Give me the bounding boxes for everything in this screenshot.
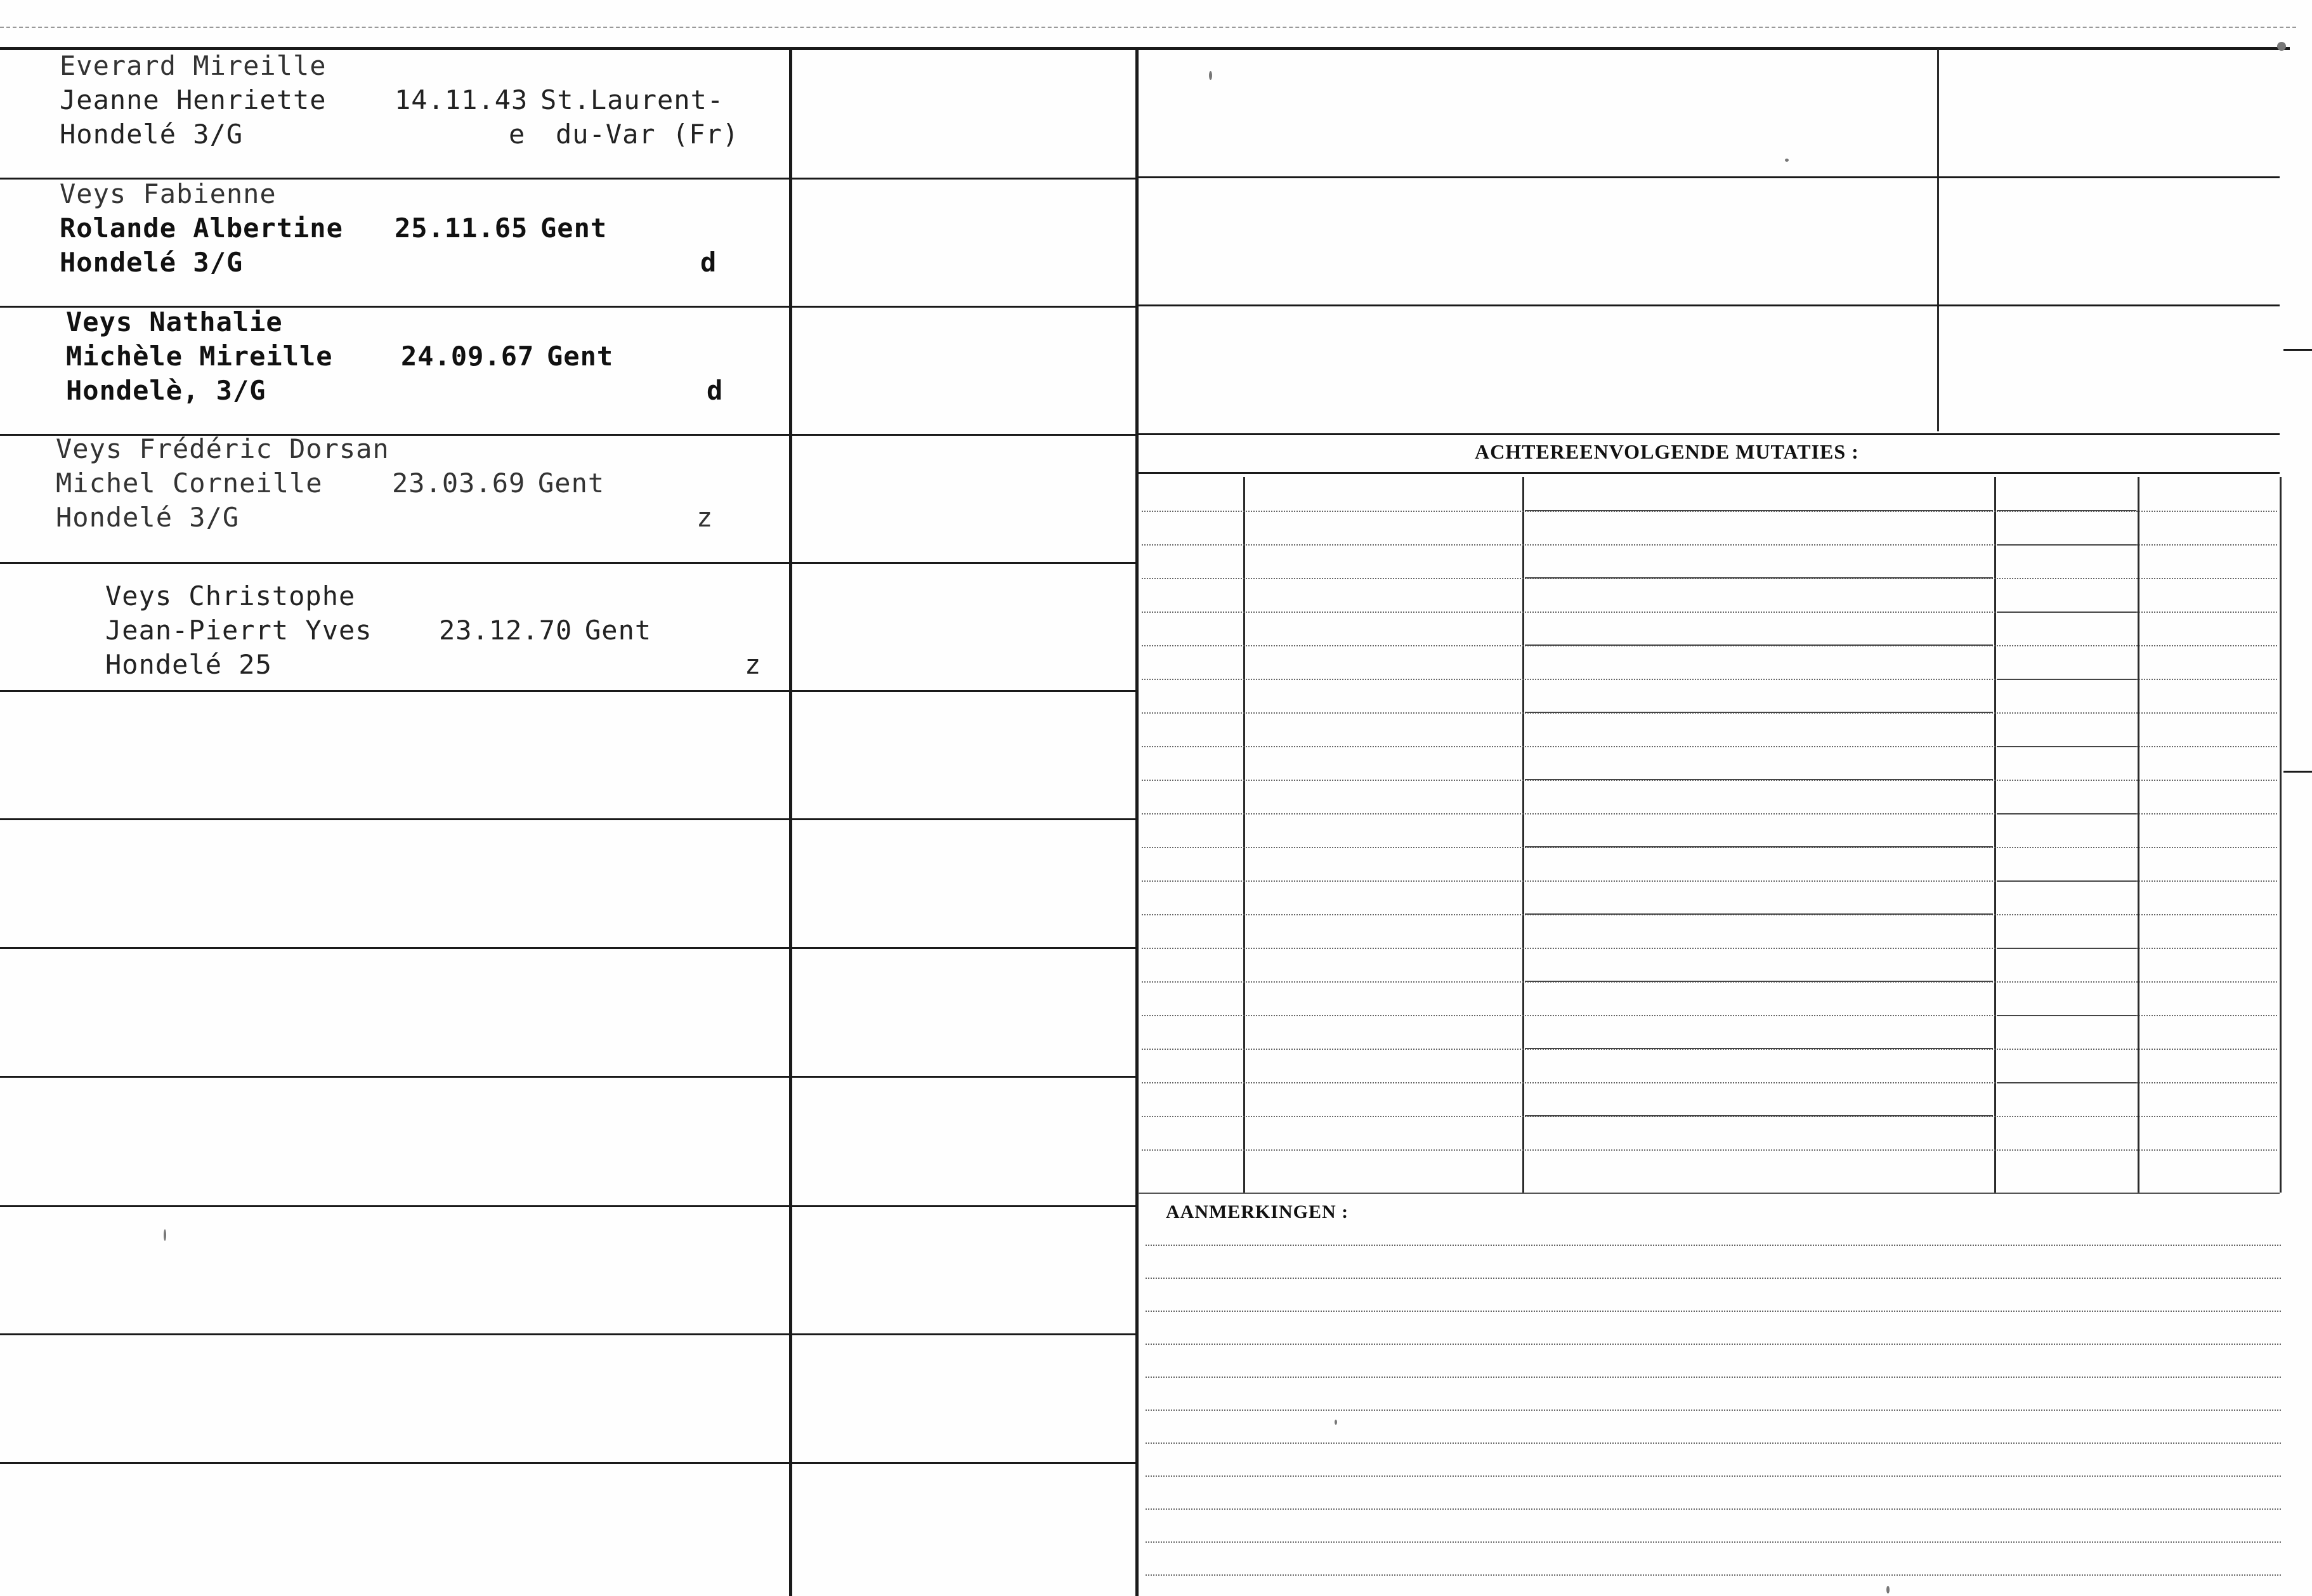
mutations-bottom-line [1138,1193,2280,1194]
row-line [0,947,1135,949]
person-birth-place: St.Laurent- [540,84,724,115]
person-given-names: Michel Corneille [56,468,323,499]
mutation-row-solid [1525,779,1993,780]
mutation-row-solid [1525,712,1993,713]
person-name: Everard Mireille [60,50,327,81]
person-given-names: Rolande Albertine [60,213,343,244]
mutation-row-solid [1997,679,2136,680]
person-name: Veys Christophe [105,580,356,612]
mutation-row-solid [1997,1015,2136,1016]
person-birth-date: 25.11.65 [395,213,528,244]
mutation-row-solid [1997,880,2136,882]
mutations-col-divider [2138,477,2139,1193]
mutations-col-divider [1243,477,1245,1193]
person-given-names: Michèle Mireille [66,341,333,372]
remarks-line [1146,1442,2281,1444]
remarks-line [1146,1541,2281,1543]
remarks-line [1146,1311,2281,1312]
remarks-header: AANMERKINGEN : [1166,1201,1349,1222]
person-address: Hondelé 3/G [60,119,244,150]
column-divider-left [789,49,792,1596]
mutation-row-solid [1997,746,2136,747]
mutation-row-solid [1997,813,2136,814]
scan-speck [1785,159,1789,162]
person-address: Hondelé 3/G [56,502,240,533]
person-given-names: Jeanne Henriette [60,84,327,115]
scan-speck [1209,71,1212,80]
person-birth-place: Gent [547,341,614,372]
person-address: Hondelé 25 [105,649,272,680]
mutation-row-solid [1525,577,1993,579]
row-line [0,1076,1135,1078]
mutation-row-solid [1997,1082,2136,1083]
person-birth-place-cont: du-Var (Fr) [556,119,740,150]
person-birth-place: Gent [540,213,608,244]
top-border [0,47,2290,50]
margin-tick [2283,771,2312,773]
upper-right-row-line [1138,176,2280,178]
remarks-line [1146,1475,2281,1477]
row-line [0,818,1135,820]
person-address: Hondelé 3/G [60,247,244,278]
row-line [0,1205,1135,1207]
mutations-header: ACHTEREENVOLGENDE MUTATIES : [1475,440,1859,463]
person-status: d [700,247,717,278]
mutation-row-solid [1525,1115,1993,1116]
person-birth-place: Gent [538,468,605,499]
column-divider-center [1135,49,1139,1596]
person-name: Veys Nathalie [66,306,283,337]
mutation-row-solid [1997,948,2136,949]
mutations-col-divider [1994,477,1996,1193]
person-name: Veys Frédéric Dorsan [56,433,389,464]
person-status: e [509,119,526,150]
mutation-row-solid [1525,846,1993,847]
person-name: Veys Fabienne [60,178,277,209]
person-status: z [696,502,714,533]
mutations-col-divider [1522,477,1524,1193]
person-status: z [745,649,762,680]
remarks-line [1146,1410,2281,1411]
row-line [0,1333,1135,1335]
person-birth-date: 14.11.43 [395,84,528,115]
mutations-col-divider [2280,477,2282,1193]
mutation-row-solid [1997,544,2136,546]
person-birth-place: Gent [585,615,652,646]
remarks-line [1146,1508,2281,1510]
mutation-row-solid [1525,1048,1993,1049]
scan-speck [1335,1420,1337,1425]
row-line [0,690,1135,692]
mutation-row-solid [1525,644,1993,646]
column-divider-upper-right [1937,49,1939,431]
person-birth-date: 24.09.67 [401,341,535,372]
row-line [0,562,1135,564]
person-address: Hondelè, 3/G [66,375,266,406]
mutation-row [1142,1149,2277,1151]
upper-right-row-line [1138,433,2280,435]
row-line [0,1462,1135,1464]
remarks-line [1146,1245,2281,1246]
scan-speck [1886,1586,1890,1593]
mutation-row-solid [1525,913,1993,915]
person-birth-date: 23.12.70 [439,615,573,646]
mutations-top-line [1138,472,2280,474]
remarks-line [1146,1344,2281,1345]
margin-tick [2283,349,2312,351]
top-faded-line [0,27,2296,28]
mutation-row-solid [1997,510,2136,511]
mutation-row-solid [1525,510,1993,511]
person-given-names: Jean-Pierrt Yves [105,615,372,646]
mutation-row-solid [1997,612,2136,613]
mutation-row-solid [1525,981,1993,982]
person-birth-date: 23.03.69 [392,468,526,499]
person-status: d [707,375,724,406]
remarks-line [1146,1377,2281,1378]
remarks-line [1146,1278,2281,1279]
upper-right-row-line [1138,304,2280,306]
remarks-line [1146,1574,2281,1576]
scan-speck [164,1229,166,1241]
scan-speck [2277,42,2286,51]
